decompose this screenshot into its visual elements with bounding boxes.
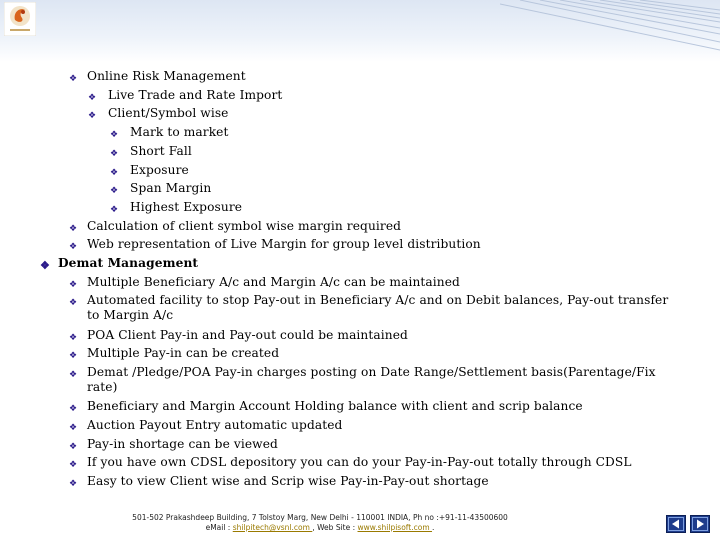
diamond-bullet-icon: ❖ (88, 111, 97, 122)
company-logo-icon (4, 2, 36, 36)
footer-web-link[interactable]: www.shilpisoft.com (357, 523, 433, 532)
list-item-text: Web representation of Live Margin for group level distribution (87, 237, 481, 252)
diamond-bullet-icon: ❖ (69, 298, 78, 309)
diamond-bullet-icon: ❖ (110, 148, 119, 159)
list-item-text: Live Trade and Rate Import (108, 87, 283, 102)
list-item-text: Demat Management (58, 256, 199, 270)
diamond-bullet-icon: ❖ (69, 370, 78, 380)
footer-contact (110, 523, 530, 533)
list-item-text: Calculation of client symbol wise margin required (87, 218, 402, 233)
footer-web-label: , Web Site : (312, 523, 358, 532)
diamond-bullet-icon: ❖ (69, 223, 78, 234)
list-item-text: POA Client Pay-in and Pay-out could be maintained (87, 327, 408, 342)
header-decorative-lines (500, 0, 720, 62)
list-item-text: Span Margin (130, 181, 212, 196)
footer-suffix: . (432, 523, 435, 532)
list-item-text-continuation: rate) (87, 380, 118, 394)
diamond-bullet-icon: ❖ (110, 167, 119, 178)
list-item-text: Highest Exposure (130, 199, 243, 214)
slide-header-band (0, 0, 720, 62)
list-item-text: Short Fall (130, 143, 192, 158)
footer (110, 513, 530, 533)
list-item-text: Demat /Pledge/POA Pay-in charges posting on Date Range/Settlement basis(Parentage/Fix (87, 365, 656, 379)
previous-slide-button[interactable] (666, 515, 686, 533)
list-item-text: If you have own CDSL depository you can do your Pay-in-Pay-out totally through CDSL (87, 455, 632, 470)
diamond-bullet-icon: ❖ (110, 130, 119, 141)
list-item-text: Pay-in shortage can be viewed (87, 436, 278, 451)
diamond-bullet-icon: ❖ (88, 92, 97, 103)
list-item-text: Multiple Pay-in can be created (87, 346, 280, 361)
diamond-bullet-icon: ❖ (69, 279, 78, 290)
diamond-bullet-icon: ❖ (69, 422, 78, 433)
previous-slide-icon (667, 516, 685, 532)
next-slide-button[interactable] (690, 515, 710, 533)
footer-email-label: eMail : (205, 523, 233, 532)
diamond-bullet-icon: ❖ (110, 186, 119, 197)
list-item-text: Automated facility to stop Pay-out in Beneficiary A/c and on Debit balances, Pay-out transfer (87, 293, 669, 308)
list-item-text: Easy to view Client wise and Scrip wise Pay-in-Pay-out shortage (87, 474, 489, 488)
list-item-text: Multiple Beneficiary A/c and Margin A/c can be maintained (87, 274, 460, 289)
diamond-bullet-icon: ❖ (69, 332, 78, 343)
list-item-text: Exposure (130, 162, 189, 177)
list-item-text: Beneficiary and Margin Account Holding balance with client and scrip balance (87, 399, 583, 414)
diamond-bullet-icon: ❖ (69, 74, 78, 84)
diamond-bullet-icon: ❖ (69, 460, 78, 471)
diamond-bullet-icon: ❖ (69, 351, 78, 362)
diamond-bullet-icon: ❖ (69, 242, 78, 253)
footer-email-link[interactable]: shilpitech@vsnl.com (232, 523, 313, 532)
diamond-bullet-icon: ❖ (69, 479, 78, 489)
list-item-text: Mark to market (130, 125, 229, 140)
diamond-bullet-icon: ❖ (40, 259, 50, 272)
footer-address: 501-502 Prakashdeep Building, 7 Tolstoy Marg, New Delhi - 110001 INDIA, Ph no :+91-11-43500600 (132, 513, 508, 522)
diamond-bullet-icon: ❖ (69, 404, 78, 415)
next-slide-icon (691, 516, 709, 532)
diamond-bullet-icon: ❖ (110, 204, 119, 215)
list-item-text-continuation: to Margin A/c (87, 308, 174, 323)
diamond-bullet-icon: ❖ (69, 441, 78, 452)
list-item-text: Online Risk Management (87, 69, 246, 83)
list-item-text: Auction Payout Entry automatic updated (87, 417, 343, 432)
list-item-text: Client/Symbol wise (108, 106, 229, 121)
